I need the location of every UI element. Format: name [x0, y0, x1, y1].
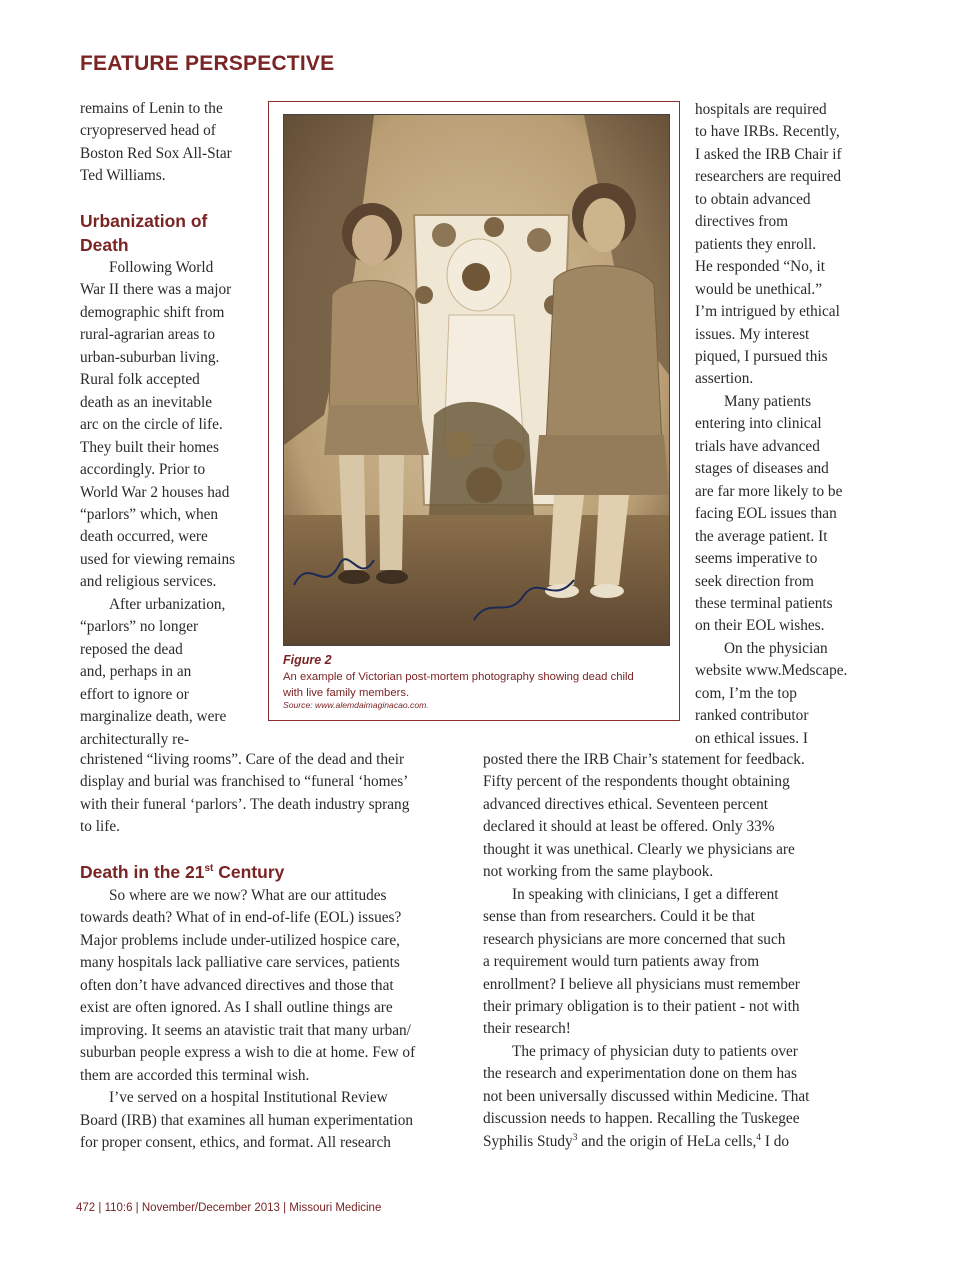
- heading-21st-century: [80, 860, 284, 884]
- text-line: on their EOL wishes.: [695, 617, 825, 635]
- text-line: I’m intrigued by ethical: [695, 303, 840, 321]
- last-line-b: and the origin of HeLa cells,: [577, 1133, 757, 1150]
- last-line-c: I do: [761, 1133, 790, 1150]
- text-line: marginalize death, were: [80, 708, 227, 726]
- text-line: stages of diseases and: [695, 460, 829, 478]
- text-line: a requirement would turn patients away from: [483, 953, 760, 971]
- text-line: Major problems include under-utilized hospice care,: [80, 931, 400, 949]
- heading-21st-pre: Death in the 21: [80, 862, 205, 882]
- heading-21st-post: Century: [213, 862, 285, 882]
- post-mortem-photograph: [283, 114, 670, 646]
- text-line: In speaking with clinicians, I get a different: [512, 885, 779, 903]
- text-line: suburban people express a wish to die at home. Few of: [80, 1044, 416, 1062]
- column1-urbanization-paragraphs: [80, 257, 235, 751]
- text-line: not working from the same playbook.: [483, 863, 714, 881]
- text-line: would be unethical.”: [695, 280, 823, 298]
- text-line: researchers are required: [695, 168, 842, 186]
- text-line: “parlors” no longer: [80, 618, 199, 636]
- text-line: discussion needs to happen. Recalling the Tuskegee: [483, 1110, 800, 1128]
- text-line: thought it was unethical. Clearly we physicians are: [483, 840, 795, 858]
- text-line: used for viewing remains: [80, 550, 236, 568]
- text-line: directives from: [695, 213, 789, 231]
- text-line: patients they enroll.: [695, 235, 817, 253]
- reference-3[interactable]: 3: [572, 1132, 578, 1143]
- column1-intro: [80, 98, 232, 188]
- text-line: declared it should at least be offered. Only 33%: [483, 818, 775, 836]
- text-line: cryopreserved head of: [80, 122, 216, 140]
- text-line: to have IRBs. Recently,: [695, 123, 840, 141]
- text-line: urban-suburban living.: [80, 348, 220, 366]
- text-line: display and burial was franchised to “funeral ‘homes’: [80, 773, 409, 791]
- text-line: with their funeral ‘parlors’. The death industry sprang: [80, 795, 410, 813]
- text-line: these terminal patients: [695, 594, 833, 612]
- text-line: them are accorded this terminal wish.: [80, 1066, 310, 1084]
- text-line: accordingly. Prior to: [80, 461, 206, 479]
- text-line: exist are often ignored. As I shall outline things are: [80, 999, 393, 1017]
- text-line: are far more likely to be: [695, 482, 843, 500]
- text-line: for proper consent, ethics, and format. All research: [80, 1133, 391, 1151]
- text-line: issues. My interest: [695, 325, 810, 343]
- figure-label: Figure 2: [283, 653, 332, 667]
- text-line: death as an inevitable: [80, 393, 213, 411]
- text-line: They built their homes: [80, 438, 219, 456]
- heading-21st-sup: st: [204, 863, 214, 875]
- text-line: often don’t have advanced directives and those that: [80, 976, 394, 994]
- text-line: seek direction from: [695, 572, 814, 590]
- text-line: Boston Red Sox All-Star: [80, 144, 232, 162]
- column2-narrow-text: [695, 99, 847, 750]
- text-line: facing EOL issues than: [695, 505, 837, 523]
- text-line: towards death? What of in end-of-life (EOL) issues?: [80, 909, 402, 927]
- text-line: website www.Medscape.: [695, 662, 848, 680]
- text-line: World War 2 houses had: [80, 483, 230, 501]
- figure-caption: [283, 670, 668, 701]
- text-line: death occurred, were: [80, 528, 208, 546]
- text-line: I’ve served on a hospital Institutional Review: [109, 1089, 388, 1107]
- heading-urbanization: [80, 209, 207, 257]
- text-line: piqued, I pursued this: [695, 347, 828, 365]
- text-line: and, perhaps in an: [80, 663, 192, 681]
- text-line: and religious services.: [80, 573, 217, 591]
- text-line: “parlors” which, when: [80, 505, 219, 523]
- text-line: their research!: [483, 1020, 571, 1038]
- text-line: sense than from researchers. Could it be that: [483, 908, 755, 926]
- text-line: Following World: [109, 259, 214, 276]
- text-line: architecturally re-: [80, 730, 190, 748]
- text-line: arc on the circle of life.: [80, 416, 223, 434]
- reference-4[interactable]: 4: [756, 1132, 762, 1143]
- text-line: rural-agrarian areas to: [80, 326, 216, 344]
- heading-urbanization-line: Death: [80, 235, 129, 255]
- text-line: trials have advanced: [695, 437, 820, 455]
- text-line: enrollment? I believe all physicians must remember: [483, 975, 800, 993]
- text-line: ranked contributor: [695, 707, 809, 725]
- text-line: improving. It seems an atavistic trait that many urban/: [80, 1021, 411, 1039]
- text-line: the research and experimentation done on them has: [483, 1065, 797, 1083]
- text-line: advanced directives ethical. Seventeen percent: [483, 795, 768, 813]
- text-line: research physicians are more concerned that such: [483, 930, 786, 948]
- text-line: Fifty percent of the respondents thought obtaining: [483, 773, 790, 791]
- text-line: remains of Lenin to the: [80, 100, 223, 117]
- text-line: posted there the IRB Chair’s statement for feedback.: [483, 751, 805, 768]
- text-line: Many patients: [724, 392, 812, 410]
- text-line: He responded “No, it: [695, 258, 825, 276]
- text-line: hospitals are required: [695, 101, 827, 118]
- heading-urbanization-line: Urbanization of: [80, 211, 208, 231]
- text-line: Rural folk accepted: [80, 371, 200, 389]
- text-line: not been universally discussed within Medicine. That: [483, 1087, 810, 1105]
- text-line: After urbanization,: [109, 595, 226, 613]
- text-line: I asked the IRB Chair if: [695, 145, 842, 163]
- column1-21st-century-text: [80, 885, 415, 1154]
- text-line: So where are we now? What are our attitudes: [109, 887, 387, 904]
- section-header: FEATURE PERSPECTIVE: [80, 52, 335, 75]
- caption-line-1: An example of Victorian post-mortem photography showing dead child: [283, 671, 634, 683]
- text-line: assertion.: [695, 370, 754, 388]
- caption-line-2: with live family members.: [283, 686, 410, 699]
- text-line: many hospitals lack palliative care services, patients: [80, 954, 400, 972]
- text-line: to life.: [80, 818, 120, 836]
- text-line: on ethical issues. I: [695, 729, 809, 747]
- text-line: Ted Williams.: [80, 167, 166, 185]
- text-line: War II there was a major: [80, 281, 232, 299]
- text-line: demographic shift from: [80, 303, 225, 321]
- text-line: On the physician: [724, 639, 828, 657]
- text-line: com, I’m the top: [695, 684, 797, 702]
- column2-last-line: [483, 1131, 789, 1153]
- figure-source: Source: www.alemdaimaginacao.com.: [283, 700, 429, 710]
- page-footer: 472 | 110:6 | November/December 2013 | Missouri Medicine: [76, 1202, 382, 1214]
- last-line-a: Syphilis Study: [483, 1133, 573, 1150]
- text-line: reposed the dead: [80, 640, 183, 658]
- column2-wide-text: [483, 749, 809, 1131]
- text-line: The primacy of physician duty to patients over: [512, 1042, 798, 1060]
- text-line: Board (IRB) that examines all human experimentation: [80, 1111, 414, 1129]
- text-line: christened “living rooms”. Care of the dead and their: [80, 751, 405, 768]
- text-line: the average patient. It: [695, 527, 828, 545]
- text-line: to obtain advanced: [695, 190, 811, 208]
- text-line: seems imperative to: [695, 550, 818, 568]
- text-line: their primary obligation is to their patient - not with: [483, 997, 800, 1015]
- text-line: entering into clinical: [695, 415, 822, 433]
- column1-wide-text: [80, 749, 409, 839]
- text-line: effort to ignore or: [80, 685, 189, 703]
